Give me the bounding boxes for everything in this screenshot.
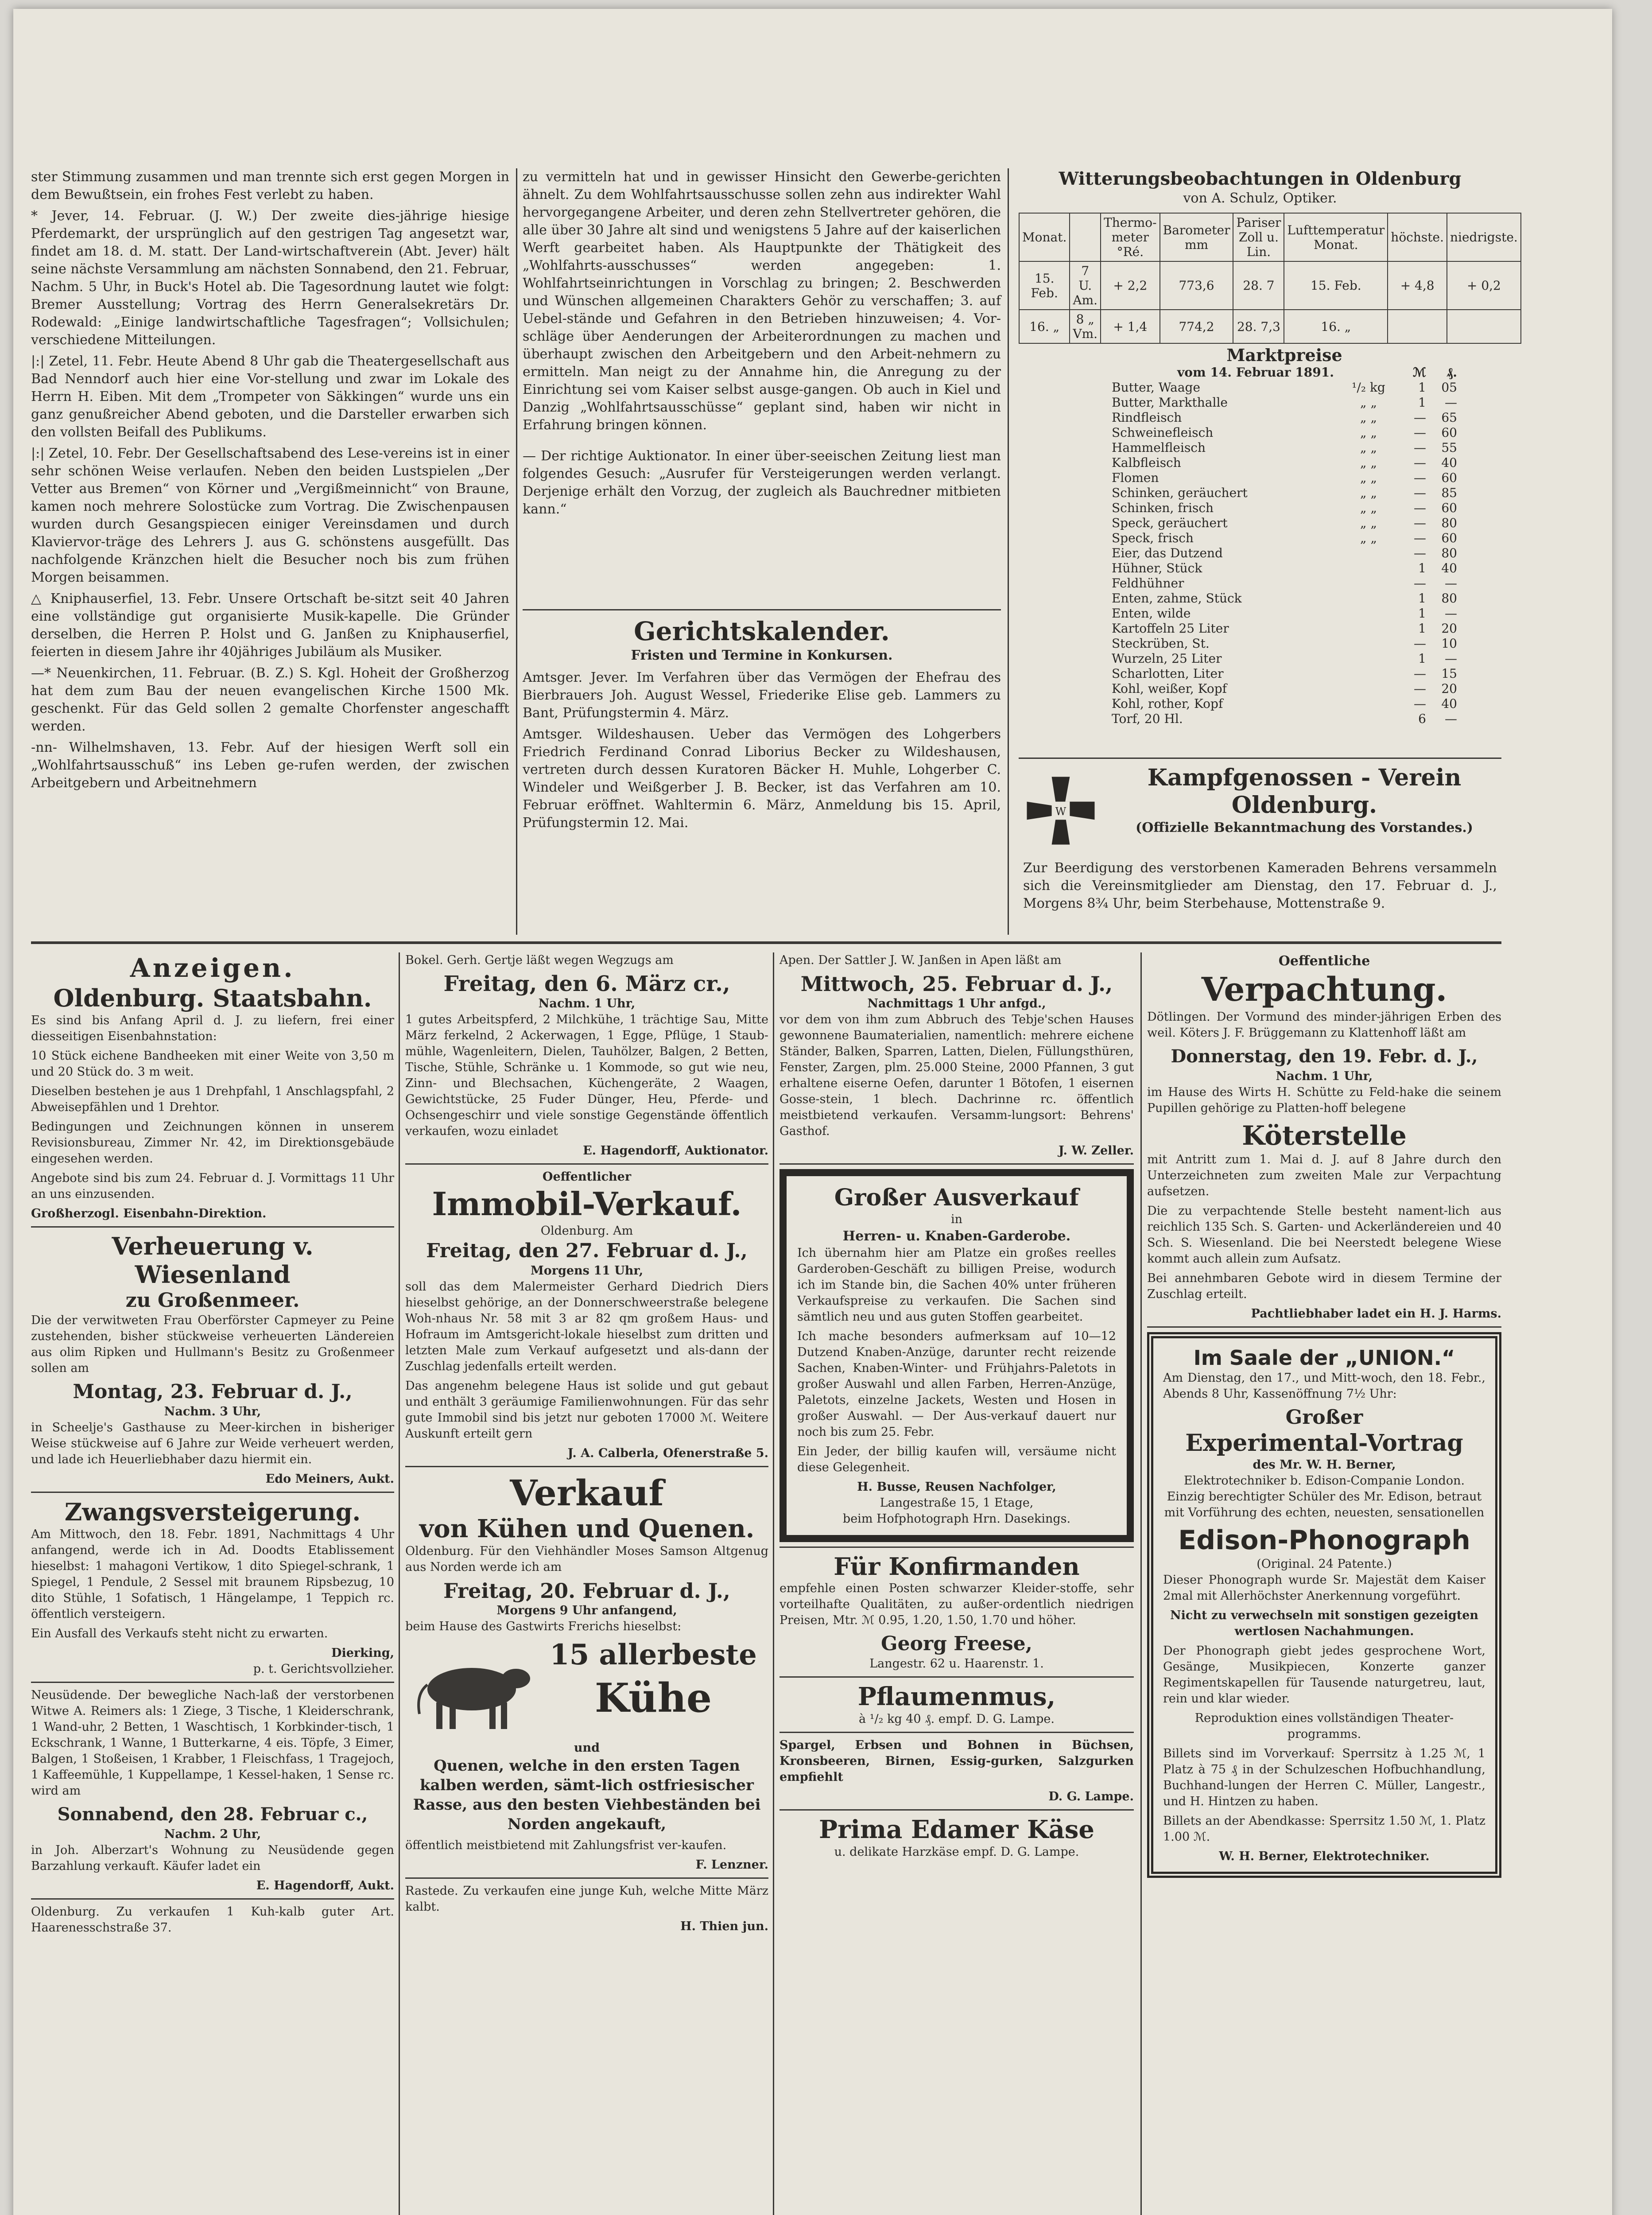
verkauf-signature: F. Lenzner. [695,1858,768,1872]
verkauf-text-2: beim Hause des Gastwirts Frerichs hieselbst: [405,1620,682,1633]
union-vortrag: Experimental-Vortrag [1185,1430,1463,1457]
union-edison: Edison-Phonograph [1178,1525,1470,1556]
market-cell: „ „ [1360,516,1377,530]
ausverkauf-title: Großer Ausverkauf [834,1184,1079,1211]
ausverkauf-subtitle: Herren- u. Knaben-Garderobe. [842,1228,1071,1244]
court-calendar [523,616,1001,935]
weather-cell: 774,2 [1160,310,1233,343]
market-cell: 1 [1418,380,1426,395]
svg-text:W: W [1055,805,1066,818]
market-cell: Feldhühner [1112,576,1184,591]
union-original: (Original. 24 Patente.) [1256,1557,1392,1571]
market-cell: 40 [1441,561,1457,575]
market-cell: — [1414,501,1426,515]
news-paragraph: — Der richtige Auktionator. In einer über-seeischen Zeitung liest man folgendes Gesuch: „Ausrufer für Versteigerungen werden verlangt. Derjenige erhält den Vorzug, der zugleich als Bauchredner mitbieten kann.“ [523,448,1001,517]
market-cell: „ „ [1360,410,1377,425]
market-cell: 55 [1441,440,1457,455]
section-divider [523,609,1001,610]
market-row [1112,410,1457,425]
weather-cell: 16. „ [1019,310,1070,343]
union-grosser: Großer [1285,1406,1363,1429]
market-cell [1338,696,1400,711]
market-cell: „ „ [1360,455,1377,470]
weather-box [1019,168,1518,354]
union-frame [1147,1332,1501,1878]
staatsbahn-text: 10 Stück eichene Bandheeken mit einer Weite von 3,50 m und 20 Stück do. 3 m weit. [31,1049,394,1079]
verkauf-title-2: von Kühen und Quenen. [419,1514,755,1543]
news-paragraph: —* Neuenkirchen, 11. Februar. (B. Z.) S. Kgl. Hoheit der Großherzog hat dem zum Bau der neuen evangelischen Kirche 1500 Mk. geschenkt. Für das Geld sollen 2 gemalte Chorfenster angeschafft werden. [31,665,509,734]
market-row [1112,531,1457,546]
kampf-title-2: Oldenburg. [1231,792,1377,819]
market-cell: 60 [1441,470,1457,485]
immobil-place: Oldenburg. Am [540,1224,633,1238]
market-cell [1338,636,1400,651]
court-entry: Amtsger. Jever. Im Verfahren über das Vermögen der Ehefrau des Bierbrauers Joh. August Wessel, Friederike Elise geb. Lammers zu Bant, Prüfungstermin 4. März. [523,670,1001,721]
union-text-6: Billets sind im Vorverkauf: Sperrsitz à 1.25 ℳ, 1 Platz à 75 ₰ in der Schulzeschen Hofbuchhandlung, Buchhand-lungen der Herren C. Müller, Langestr., und H. Hintzen zu haben. [1163,1747,1485,1808]
neusuedende-text-2: in Joh. Alberzart's Wohnung zu Neusüdende gegen Barzahlung verkauft. Käufer ladet ein [31,1843,394,1873]
kampf-body: Zur Beerdigung des verstorbenen Kameraden Behrens versammeln sich die Vereinsmitglieder am Dienstag, den 17. Februar d. J., Morgens 8¾ Uhr, beim Sterbehause, Mottenstraße 9. [1023,860,1497,911]
market-cell: — [1414,455,1426,470]
market-cell [1338,666,1400,681]
weather-cell [1388,310,1447,343]
market-cell: Enten, zahme, Stück [1112,591,1242,606]
immobil-title: Immobil-Verkauf. [432,1185,742,1223]
market-cell: — [1445,576,1457,591]
news-paragraph: zu vermitteln hat und in gewisser Hinsicht den Gewerbe-gerichten ähnelt. Zu dem Wohlfahrtsausschusse sollen zehn aus indirekter Wahl hervorgegangene Arbeiter, und deren zehn Stellvertreter gehören, die alle über 30 Jahre alt sind und wenigstens 5 Jahre auf der kaiserlichen Werft gearbeitet haben. Als Hauptpunkte der Thätigkeit des „Wohlfahrts-ausschusses“ werden angegeben: 1. Wohlfahrtseinrichtungen in Vorschlag zu bringen; 2. Beschwerden und Wünschen allgemeinen Charakters Gehör zu verschaffen; 3. auf Uebel-stände und Gefahren in den Betrieben hinzuweisen; 4. Vor-schläge über Aenderungen der Arbeiterordnungen zu machen und überhaupt zwischen den Arbeitgebern und den Arbeit-nehmern zu ermitteln. Man neigt zu der Annahme hin, die Anregung zu der Einrichtung sei vom Kaiser selbst ausge-gangen. Ob auch in Kiel und Danzig „Wohlfahrtsausschüsse“ geplant sind, haben wir nicht in Erfahrung bringen können. [523,169,1001,433]
market-cell: Kartoffeln 25 Liter [1112,621,1229,636]
market-row [1112,591,1457,606]
market-cell: „ „ [1360,470,1377,485]
verkauf-bold: Quenen, welche in den ersten Tagen kalben werden, sämt-lich ostfriesischer Rasse, aus den besten Viehbeständen bei Norden angekauft, [413,1757,761,1833]
ads-divider [31,941,1501,944]
market-cell: — [1414,470,1426,485]
market-cell: Flomen [1112,470,1159,485]
kampf-subtitle: (Offizielle Bekanntmachung des Vorstandes.) [1136,820,1473,835]
verpachtung-signature: Pachtliebhaber ladet ein H. J. Harms. [1251,1307,1501,1321]
market-cell: „ „ [1360,501,1377,515]
weather-cell [1447,310,1521,343]
news-paragraph: △ Kniphauserfiel, 13. Febr. Unsere Ortschaft be-sitzt seit 40 Jahren eine vollständige gut organisierte Musik-kapelle. Die Gründer derselben, die Herren P. Holst und G. Janßen zu Kniphauserfiel, feierten in diesem Jahre ihr 40jähriges Jubiläum als Musiker. [31,591,509,660]
weather-header: Barometer mm [1160,213,1233,261]
verkauf-big-1: 15 allerbeste [550,1638,757,1671]
pflaumenmus-title: Pflaumenmus, [857,1682,1056,1711]
union-text-7: Billets an der Abendkasse: Sperrsitz 1.50 ℳ, 1. Platz 1.00 ℳ. [1163,1814,1485,1844]
verheuerung-text-2: in Scheelje's Gasthause zu Meer-kirchen in bisheriger Weise stückweise auf 6 Jahre zur Weide verheuert werden, und lade ich Heuerliebhaber dazu hiermit ein. [31,1421,394,1466]
market-cell: 6 [1418,711,1426,726]
market-cell: Hammelfleisch [1112,440,1206,455]
weather-cell: + 0,2 [1447,261,1521,310]
kuhkalb-text: Oldenburg. Zu verkaufen 1 Kuh-kalb guter Art. Haarenesschstraße 37. [31,1905,394,1935]
weather-cell: 16. „ [1284,310,1388,343]
market-cell: 1 [1418,591,1426,606]
market-cell: 1 [1418,561,1426,575]
verheuerung-text: Die der verwitweten Frau Oberförster Capmeyer zu Peine zustehenden, bisher stückweise verheuerten Ländereien aus olim Ripken und Hullmann's Besitz zu Großenmeer sollen am [31,1313,394,1375]
verheuerung-title-2: zu Großenmeer. [125,1289,300,1312]
news-column-1 [31,168,509,935]
union-text-3: Dieser Phonograph wurde Sr. Majestät dem Kaiser 2mal mit Allerhöchster Anerkennung vorgeführt. [1163,1573,1485,1603]
verkauf-date: Freitag, 20. Februar d. J., [443,1579,730,1603]
immobil-pre: Oeffentlicher [542,1170,632,1184]
market-cell: 1 [1418,621,1426,636]
news-column-2 [523,168,1001,611]
immobil-date: Freitag, den 27. Februar d. J., [426,1240,748,1262]
market-row [1112,546,1457,561]
market-cell [1338,606,1400,621]
news-paragraph: |:| Zetel, 10. Febr. Der Gesellschaftsabend des Lese-vereins ist in einer sehr schönen Weise verlaufen. Neben den beiden Lustspielen „Der Vetter aus Bremen“ von Körner und „Vergißmeinnicht“ von Braune, kamen noch mehrere Solostücke zum Vortrag. Die Zwischenpausen wurden durch Gesangspiecen einiger Vereinsdamen und durch Klaviervor-träge des Lehrers J. aus G. schönstens ausgefüllt. Das nachfolgende Kränzchen hielt die Besucher noch bis zum frühen Morgen beisammen. [31,446,509,585]
verpachtung-date: Donnerstag, den 19. Febr. d. J., [1171,1046,1478,1067]
immobil-text: soll das dem Malermeister Gerhard Diedrich Diers hieselbst gehörige, an der Donnerschweerstraße belegene Woh-nhaus Nr. 58 mit 3 ar 82 qm großem Haus- und Hofraum im Amtsgericht-lokale hieselbst zum dritten und letzten Male zum Verkauf aufgesetzt und als-dann der Zuschlag jedenfalls erteilt werden. [405,1280,768,1373]
market-row [1112,425,1457,440]
iron-cross-icon [1023,773,1098,848]
market-cell [1338,591,1400,606]
apen-date: Mittwoch, 25. Februar d. J., [800,972,1113,996]
market-prices [1112,346,1457,753]
market-cell: Steckrüben, St. [1112,636,1210,651]
market-row [1112,470,1457,486]
market-cell: Wurzeln, 25 Liter [1112,651,1222,666]
market-cell: 1 [1418,606,1426,621]
market-cell: — [1414,576,1426,591]
staatsbahn-text: Bedingungen und Zeichnungen können in unserem Revisionsbureau, Zimmer Nr. 42, im Direktionsgebäude eingesehen werden. [31,1120,394,1166]
market-row [1112,606,1457,621]
ausverkauf-text-2: Ich mache besonders aufmerksam auf 10—12 Dutzend Knaben-Anzüge, darunter recht reizende Sachen, Knaben-Winter- und Frühjahrs-Paletots in großer Auswahl und allen Farben, Herren-Anzüge, Paletots, einzelne Jackets, Westen und Hosen in großer Auswahl. — Der Aus-verkauf dauert nur noch bis zum 25. Febr. [797,1329,1116,1439]
market-list [1112,380,1457,727]
column-divider [1140,952,1142,2215]
court-calendar-subtitle: Fristen und Termine in Konkursen. [631,648,893,663]
staatsbahn-title: Oldenburg. Staatsbahn. [53,984,372,1012]
staatsbahn-signature: Großherzogl. Eisenbahn-Direktion. [31,1207,267,1220]
verkauf-time: Morgens 9 Uhr anfangend, [496,1604,677,1617]
pflaumenmus-text: à ¹/₂ kg 40 ₰. empf. D. G. Lampe. [859,1712,1055,1726]
market-row [1112,561,1457,576]
market-row [1112,696,1457,711]
news-paragraph: |:| Zetel, 11. Febr. Heute Abend 8 Uhr gab die Theatergesellschaft aus Bad Nenndorf auch hier eine Vor-stellung und zwar im Lokale des Herrn H. Eiben. Mit dem „Trompeter von Säkkingen“ wurde uns ein ganz genußreicher Abend geboten, und die Darsteller erwarben sich den vollsten Beifall des Publikums. [31,354,509,440]
staatsbahn-text: Angebote sind bis zum 24. Februar d. J. Vormittags 11 Uhr an uns einzusenden. [31,1171,394,1201]
market-cell: 85 [1441,486,1457,500]
rastede-signature: H. Thien jun. [680,1920,768,1933]
ads-column-3 [779,952,1134,2215]
market-cell: Schinken, frisch [1112,501,1214,515]
market-cell: Butter, Markthalle [1112,395,1228,410]
weather-cell: 7 U. Am. [1070,261,1101,310]
market-cell: Torf, 20 Hl. [1112,711,1183,726]
market-cell: — [1414,410,1426,425]
market-cell: 1 [1418,651,1426,666]
market-cell: — [1414,696,1426,711]
weather-title: Witterungsbeobachtungen in Oldenburg [1059,168,1462,189]
weather-header: Thermo-meter °Ré. [1101,213,1160,261]
bokel-text: Bokel. Gerh. Gertje läßt wegen Wegzugs am [405,953,674,967]
verpachtung-big: Köterstelle [1242,1120,1407,1151]
apen-text-2: vor dem von ihm zum Abbruch des Tebje'schen Hauses gewonnene Baumaterialien, namentlich: mehrere eichene Ständer, Balken, Sparren, Latten, Dielen, Füllungsthüren, Fenster, Zargen, plm. 25.000 Steine, 2000 Pfannen, 3 gut erhaltene eiserne Oefen, darunter 1 Bötofen, 1 eisernen Gosse-stein, 1 blech. Dachrinne rc. öffentlich meistbietend verkaufen. Versamm-lungsort: Behrens' Gasthof. [779,1013,1134,1138]
market-cell: 15 [1441,666,1457,681]
market-cell: ¹/₂ kg [1352,380,1385,395]
weather-cell: + 4,8 [1388,261,1447,310]
ausverkauf-text-3: Ein Jeder, der billig kaufen will, versäume nicht diese Gelegenheit. [797,1445,1116,1474]
market-row [1112,380,1457,395]
kampfgenossen-notice [1019,764,1501,937]
market-row [1112,666,1457,681]
market-subtitle: vom 14. Februar 1891. [1177,365,1334,380]
market-cell: — [1414,681,1426,696]
market-cell [1338,576,1400,591]
market-cell: 80 [1441,516,1457,530]
verpachtung-time: Nachm. 1 Uhr, [1276,1069,1373,1083]
market-cell: Enten, wilde [1112,606,1191,621]
market-cell: 20 [1441,621,1457,636]
ausverkauf-text: Ich übernahm hier am Platze ein großes reelles Garderoben-Geschäft zu billigen Preise, wodurch ich im Stande bin, die Sachen 40% unter früheren Verkaufspreise zu verkaufen. Die Sachen sind sämtlich neu und aus guten Stoffen gearbeitet. [797,1246,1116,1324]
market-row [1112,440,1457,455]
verpachtung-pre: Oeffentliche [1278,953,1370,969]
market-title: Marktpreise [1226,345,1342,365]
zwang-signature: Dierking, [331,1646,394,1660]
market-row [1112,636,1457,651]
verheuerung-title: Verheuerung v. Wiesenland [112,1232,314,1289]
court-calendar-title: Gerichtskalender. [634,616,890,646]
apen-signature: J. W. Zeller. [1058,1144,1134,1158]
market-row [1112,501,1457,516]
market-cell: 05 [1441,380,1457,395]
weather-cell: 773,6 [1160,261,1233,310]
verpachtung-text-3: mit Antritt zum 1. Mai d. J. auf 8 Jahre durch den Unterzeichneten zum zweiten Male zur Verpachtung aufsetzen. [1147,1153,1501,1198]
market-cell: 20 [1441,681,1457,696]
spargel-signature: D. G. Lampe. [1048,1790,1134,1803]
neusuedende-time: Nachm. 2 Uhr, [164,1827,261,1841]
market-col-pfennig: ₰. [1446,365,1457,380]
column-divider [1008,168,1009,935]
apen-text: Apen. Der Sattler J. W. Janßen in Apen läßt am [779,953,1062,967]
staatsbahn-text: Dieselben bestehen je aus 1 Drehpfahl, 1 Anschlagspfahl, 2 Abweisepfählen und 1 Drehtor. [31,1084,394,1114]
section-divider [1019,758,1501,759]
news-paragraph: ster Stimmung zusammen und man trennte sich erst gegen Morgen in dem Bewußtsein, ein frohes Fest verlebt zu haben. [31,169,509,202]
market-cell: „ „ [1360,425,1377,440]
market-cell: Speck, geräuchert [1112,516,1228,530]
ausverkauf-frame [779,1169,1134,1542]
union-title: Im Saale der „UNION.“ [1193,1346,1455,1370]
union-text-2: Elektrotechniker b. Edison-Companie London. Einzig berechtigter Schüler des Mr. Edison, betraut mit Vorführung des echten, neuesten, sensationellen [1164,1474,1485,1519]
verheuerung-time: Nachm. 3 Uhr, [164,1405,261,1418]
weather-header: niedrigste. [1447,213,1521,261]
weather-header: Lufttemperatur Monat. [1284,213,1388,261]
market-row [1112,455,1457,470]
verpachtung-text: Dötlingen. Der Vormund des minder-jährigen Erben des weil. Köters J. F. Brüggemann zu Klattenhoff läßt am [1147,1010,1501,1040]
weather-cell: 28. 7,3 [1233,310,1284,343]
zwang-signature-2: p. t. Gerichtsvollzieher. [253,1662,394,1676]
verkauf-und: und [574,1741,600,1755]
neusuedende-signature: E. Hagendorff, Aukt. [256,1879,394,1892]
weather-header [1070,213,1101,261]
bokel-date: Freitag, den 6. März cr., [443,971,730,996]
market-cell: — [1414,546,1426,560]
column-divider [773,952,774,2215]
news-paragraph: -nn- Wilhelmshaven, 13. Febr. Auf der hiesigen Werft soll ein „Wohlfahrtsausschuß“ ins Leben ge-rufen werden, der zwischen Arbeitgebern und Arbeitnehmern [31,740,509,791]
konfirmanden-address: Langestr. 62 u. Haarenstr. 1. [869,1657,1044,1671]
market-cell: — [1414,636,1426,651]
verkauf-big-2: Kühe [594,1675,712,1721]
zwang-text-2: Ein Ausfall des Verkaufs steht nicht zu erwarten. [31,1627,328,1640]
union-warning: Nicht zu verwechseln mit sonstigen gezeigten wertlosen Nachahmungen. [1170,1609,1479,1638]
market-cell: Eier, das Dutzend [1112,546,1223,560]
market-cell: — [1445,711,1457,726]
market-cell: 60 [1441,531,1457,545]
market-cell: — [1414,666,1426,681]
market-cell: Kohl, weißer, Kopf [1112,681,1227,696]
verheuerung-date: Montag, 23. Februar d. J., [73,1380,353,1403]
court-entry: Amtsger. Wildeshausen. Ueber das Vermögen des Lohgerbers Friedrich Ferdinand Conrad Liborius Becker zu Wildeshausen, vertreten durch dessen Kuratoren Bäcker H. Muhle, Lohgerber C. Windeler und Weißgerber J. B. Becker, ist das Verfahren am 10. Februar eröffnet. Wahltermin 6. März, Anmeldung bis 15. April, Prüfungstermin 12. Mai. [523,727,1001,831]
market-row [1112,516,1457,531]
spargel-text: Spargel, Erbsen und Bohnen in Büchsen, Kronsbeeren, Birnen, Essig-gurken, Salzgurken empfiehlt [779,1738,1134,1784]
verkauf-title: Verkauf [510,1472,664,1514]
weather-subtitle: von A. Schulz, Optiker. [1183,190,1337,206]
market-cell: 60 [1441,501,1457,515]
zwang-text: Am Mittwoch, den 18. Febr. 1891, Nachmittags 4 Uhr anfangend, werde ich in Ad. Doodts Etablissement hieselbst: 1 mahagoni Vertikow, 1 dito Spiegel-schrank, 1 Spiegel, 1 Pendule, 2 Sessel mit braunem Ripsbezug, 10 dito Stühle, 1 Sofatisch, 1 Hängelampe, 1 Teppich rc. öffentlich versteigern. [31,1527,394,1621]
ads-column-1 [31,952,394,2215]
konfirmanden-text: empfehle einen Posten schwarzer Kleider-stoffe, sehr vorteilhafte Qualitäten, zu außer-ordentlich niedrigen Preisen, Mtr. ℳ 0.95, 1.20, 1.50, 1.70 und höher. [779,1582,1134,1627]
verpachtung-text-2: im Hause des Wirts H. Schütte zu Feld-hake die seinem Pupillen gehörige zu Platten-hoff belegene [1147,1085,1501,1115]
column-divider [399,952,400,2215]
cow-icon [405,1643,538,1736]
immobil-time: Morgens 11 Uhr, [530,1264,644,1278]
news-paragraph: * Jever, 14. Februar. (J. W.) Der zweite dies-jährige hiesige Pferdemarkt, der ursprünglich auf den gestrigen Tag angesetzt war, findet am 18. d. M. statt. Der Land-wirtschaftverein (Abt. Jever) hält seine nächste Versammlung am nächsten Sonnabend, den 21. Februar, Nachm. 5 Uhr, in Buck's Hotel ab. Die Tagesordnung lautet wie folgt: Bremer Ausstellung; Vortrag des Herrn Generalsekretärs Dr. Rodewald: „Einige landwirtschaftliche Tagesfragen“; Vollsichulen; verschiedene Mitteilungen. [31,208,509,348]
market-cell: Schweinefleisch [1112,425,1214,440]
bokel-text-2: 1 gutes Arbeitspferd, 2 Milchkühe, 1 trächtige Sau, Mitte März ferkelnd, 2 Ackerwagen, 1 Egge, Pflüge, 1 Staub-mühle, Wagenleitern, Dielen, Tauhölzer, Balgen, 2 Betten, Tische, Stühle, Schränke u. 1 Kommode, so gut wie neu, Zinn- und Blechsachen, Küchengeräte, 2 Waagen, Gewichtstücke, 25 Fuder Dünger, Heu, Pferde- und Ochsengeschirr und viele sonstige Gegenstände öffentlich verkaufen, wozu einladet [405,1013,768,1138]
market-cell: — [1414,425,1426,440]
kampf-title: Kampfgenossen - Verein [1147,764,1462,791]
weather-header: Pariser Zoll u. Lin. [1233,213,1284,261]
weather-cell: + 2,2 [1101,261,1160,310]
market-cell: — [1445,395,1457,410]
market-cell [1338,621,1400,636]
market-cell [1338,681,1400,696]
weather-header: höchste. [1388,213,1447,261]
market-cell: 40 [1441,455,1457,470]
neusuedende-date: Sonnabend, den 28. Februar c., [57,1804,368,1825]
ausverkauf-signature-2: Langestraße 15, 1 Etage, [880,1496,1034,1510]
ausverkauf-signature: H. Busse, Reusen Nachfolger, [857,1480,1056,1494]
staatsbahn-text: Es sind bis Anfang April d. J. zu liefern, frei einer diesseitigen Eisenbahnstation: [31,1014,394,1043]
market-row [1112,486,1457,501]
immobil-text-2: Das angenehm belegene Haus ist solide und gut gebaut und enthält 3 geräumige Familienwohnungen. Für das sehr gute Immobil sind bis jetzt nur geboten 17000 ℳ. Weitere Auskunft erteilt gern [405,1379,768,1441]
market-cell: Butter, Waage [1112,380,1201,395]
market-row [1112,651,1457,666]
market-col-mark: ℳ [1413,365,1426,380]
ads-column-2 [405,952,768,2215]
union-text-4: Der Phonograph giebt jedes gesprochene Wort, Gesänge, Musikpiecen, Konzerte ganzer Regimentskapellen für Tausende naturgetreu, laut, rein und klar wieder. [1163,1644,1485,1706]
market-cell: 65 [1441,410,1457,425]
weather-header: Monat. [1019,213,1070,261]
newspaper-page [13,9,1612,2215]
column-divider [516,168,517,935]
union-signature: W. H. Berner, Elektrotechniker. [1219,1850,1430,1863]
ausverkauf-signature-3: beim Hofphotograph Hrn. Dasekings. [842,1512,1071,1526]
market-cell: 40 [1441,696,1457,711]
verkauf-text-3: öffentlich meistbietend mit Zahlungsfrist ver-kaufen. [405,1838,727,1852]
verheuerung-signature: Edo Meiners, Aukt. [265,1472,394,1486]
edamer-text: u. delikate Harzkäse empf. D. G. Lampe. [834,1845,1079,1859]
bokel-signature: E. Hagendorff, Auktionator. [583,1144,768,1158]
bokel-time: Nachm. 1 Uhr, [538,997,636,1010]
zwang-title: Zwangsversteigerung. [64,1498,361,1526]
weather-cell: 15. Feb. [1019,261,1070,310]
weather-cell: 28. 7 [1233,261,1284,310]
market-cell: — [1414,440,1426,455]
market-row [1112,576,1457,591]
konfirmanden-name: Georg Freese, [881,1632,1032,1655]
market-cell [1338,651,1400,666]
market-cell: — [1414,486,1426,500]
verpachtung-text-5: Bei annehmbaren Gebote wird in diesem Termine der Zuschlag erteilt. [1147,1271,1501,1301]
market-cell: Schinken, geräuchert [1112,486,1248,500]
market-cell: — [1445,651,1457,666]
market-cell: „ „ [1360,395,1377,410]
market-row [1112,681,1457,696]
market-cell: 60 [1441,425,1457,440]
market-cell [1338,711,1400,727]
market-cell: Hühner, Stück [1112,561,1202,575]
market-cell: „ „ [1360,440,1377,455]
market-cell [1338,546,1400,561]
union-text-5: Reproduktion eines vollständigen Theater-programms. [1194,1711,1454,1741]
weather-cell: 8 „ Vm. [1070,310,1101,343]
verkauf-text: Oldenburg. Für den Viehhändler Moses Samson Altgenug aus Norden werde ich am [405,1544,768,1574]
edamer-title: Prima Edamer Käse [818,1815,1095,1844]
weather-row [1019,310,1521,343]
neusuedende-text: Neusüdende. Der bewegliche Nach-laß der verstorbenen Witwe A. Reimers als: 1 Ziege, 3 Tische, 1 Kleiderschrank, 1 Wand-uhr, 2 Betten, 1 Waschtisch, 1 Korbkinder-tisch, 1 Eckschrank, 1 Wanne, 1 Butterkarne, 4 eis. Töpfe, 3 Eimer, Balgen, 1 Stoßeisen, 1 Krabber, 1 Fleischfass, 1 Tragejoch, 1 Kaffeemühle, 1 Kuppellampe, 1 Kessel-haken, 1 Sense rc. wird am [31,1688,394,1798]
market-row [1112,395,1457,410]
weather-row [1019,261,1521,310]
market-cell: Kalbfleisch [1112,455,1181,470]
konfirmanden-title: Für Konfirmanden [834,1552,1080,1581]
market-cell: Speck, frisch [1112,531,1194,545]
verpachtung-title: Verpachtung. [1201,971,1447,1009]
apen-time: Nachmittags 1 Uhr anfgd., [867,997,1046,1010]
market-cell: Rindfleisch [1112,410,1182,425]
market-cell: — [1445,606,1457,621]
market-row [1112,621,1457,636]
market-cell: 80 [1441,546,1457,560]
rastede-text: Rastede. Zu verkaufen eine junge Kuh, welche Mitte März kalbt. [405,1884,768,1914]
immobil-signature: J. A. Calberla, Ofenerstraße 5. [567,1446,768,1460]
market-cell [1338,561,1400,576]
ads-heading: Anzeigen. [130,953,295,983]
market-row [1112,711,1457,727]
market-cell: Kohl, rother, Kopf [1112,696,1223,711]
market-cell: — [1414,516,1426,530]
market-cell: „ „ [1360,486,1377,500]
market-cell: „ „ [1360,531,1377,545]
weather-table [1019,213,1521,344]
weather-cell: + 1,4 [1101,310,1160,343]
ads-column-4 [1147,952,1501,2215]
union-des: des Mr. W. H. Berner, [1253,1458,1396,1472]
market-cell: 10 [1441,636,1457,651]
weather-cell: 15. Feb. [1284,261,1388,310]
market-cell: — [1414,531,1426,545]
union-text: Am Dienstag, den 17., und Mitt-woch, den 18. Febr., Abends 8 Uhr, Kassenöffnung 7½ Uhr: [1163,1371,1485,1401]
market-cell: 80 [1441,591,1457,606]
market-cell: Scharlotten, Liter [1112,666,1224,681]
verpachtung-text-4: Die zu verpachtende Stelle besteht nament-lich aus reichlich 135 Sch. S. Garten- und Ackerländereien und 40 Sch. S. Wiesenland. Die bei Neerstedt belegene Wiese kommt auch allein zum Aufsatz. [1147,1204,1501,1266]
market-cell: 1 [1418,395,1426,410]
ausverkauf-in: in [950,1212,963,1226]
